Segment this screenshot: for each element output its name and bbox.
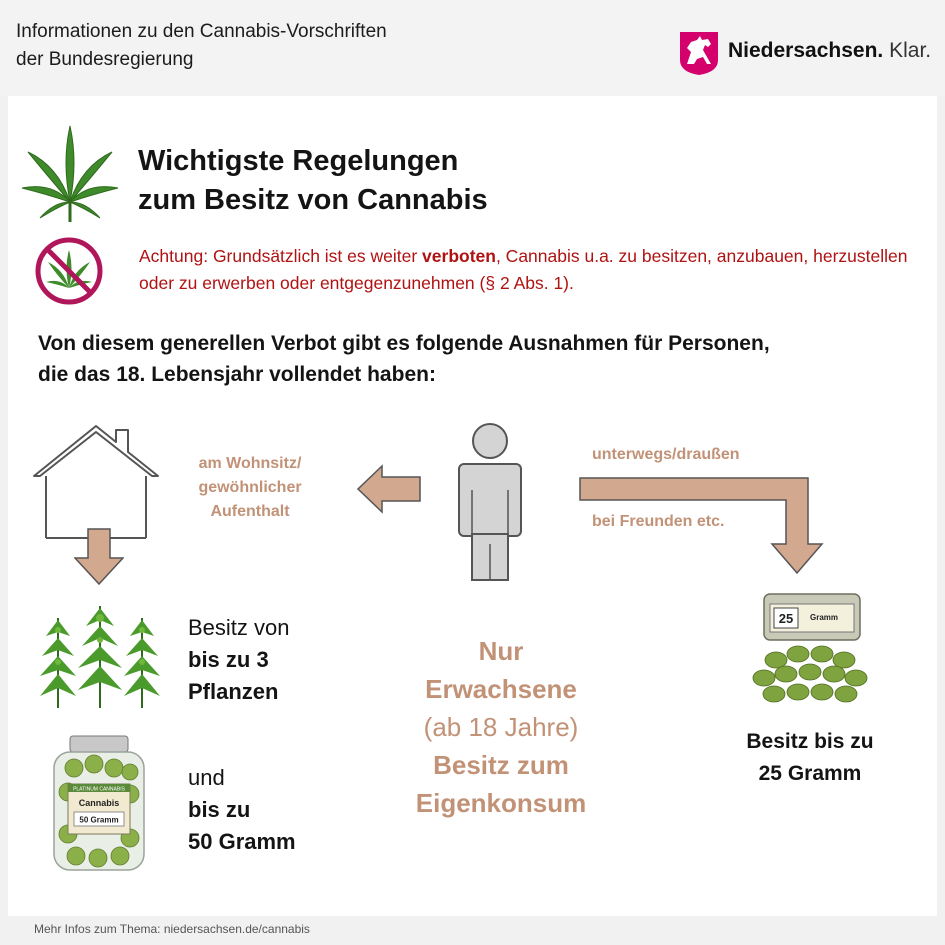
home-label: am Wohnsitz/ gewöhnlicher Aufenthalt <box>198 455 302 520</box>
cannabis-plants-image <box>38 600 162 712</box>
prohibited-cannabis-icon <box>34 236 104 306</box>
adults-only-text: Nur Erwachsene (ab 18 Jahre) Besitz zum Eigenkonsum <box>415 636 587 818</box>
arrow-down-icon <box>74 528 124 586</box>
house-icon <box>30 420 162 544</box>
bag-text: Besitz bis zu 25 Gramm <box>746 730 874 785</box>
footer-link-text: Mehr Infos zum Thema: niedersachsen.de/cannabis <box>34 922 310 936</box>
arrow-bend-down-icon <box>578 476 840 576</box>
person-icon <box>456 422 524 584</box>
plants-text: Besitz von bis zu 3 Pflanzen <box>188 615 290 704</box>
logo-text: Niedersachsen. Klar. <box>728 39 932 62</box>
arrow-left-icon <box>356 464 422 514</box>
jar-label-amount: 50 Gramm <box>79 815 119 825</box>
page-title: Wichtigste Regelungen zum Besitz von Cannabis <box>138 145 488 216</box>
jar-label-brand: PLATINUM CANNABIS <box>73 786 125 793</box>
header-title: Informationen zu den Cannabis-Vorschriften der Bundesregierung <box>16 21 387 70</box>
jar-text: und bis zu 50 Gramm <box>188 765 296 854</box>
bag-label-number: 25 <box>778 611 794 626</box>
outside-label: unterwegs/draußen <box>592 446 740 463</box>
horse-logo-icon <box>678 30 720 76</box>
friends-label: bei Freunden etc. <box>592 513 725 530</box>
jar-label-name: Cannabis <box>78 798 120 808</box>
cannabis-jar-image <box>50 734 148 874</box>
cannabis-bag-image <box>746 590 872 708</box>
warning-text: Achtung: Grundsätzlich ist es weiter verboten, Cannabis u.a. zu besitzen, anzubauen, herzustellen oder zu erwerben oder entgegenzunehmen (§ 2 Abs. 1). <box>139 246 908 293</box>
bag-label-unit: Gramm <box>809 613 839 622</box>
intro-text: Von diesem generellen Verbot gibt es folgende Ausnahmen für Personen, die das 18. Lebensjahr vollendet haben: <box>38 332 770 386</box>
cannabis-leaf-icon <box>18 122 122 226</box>
